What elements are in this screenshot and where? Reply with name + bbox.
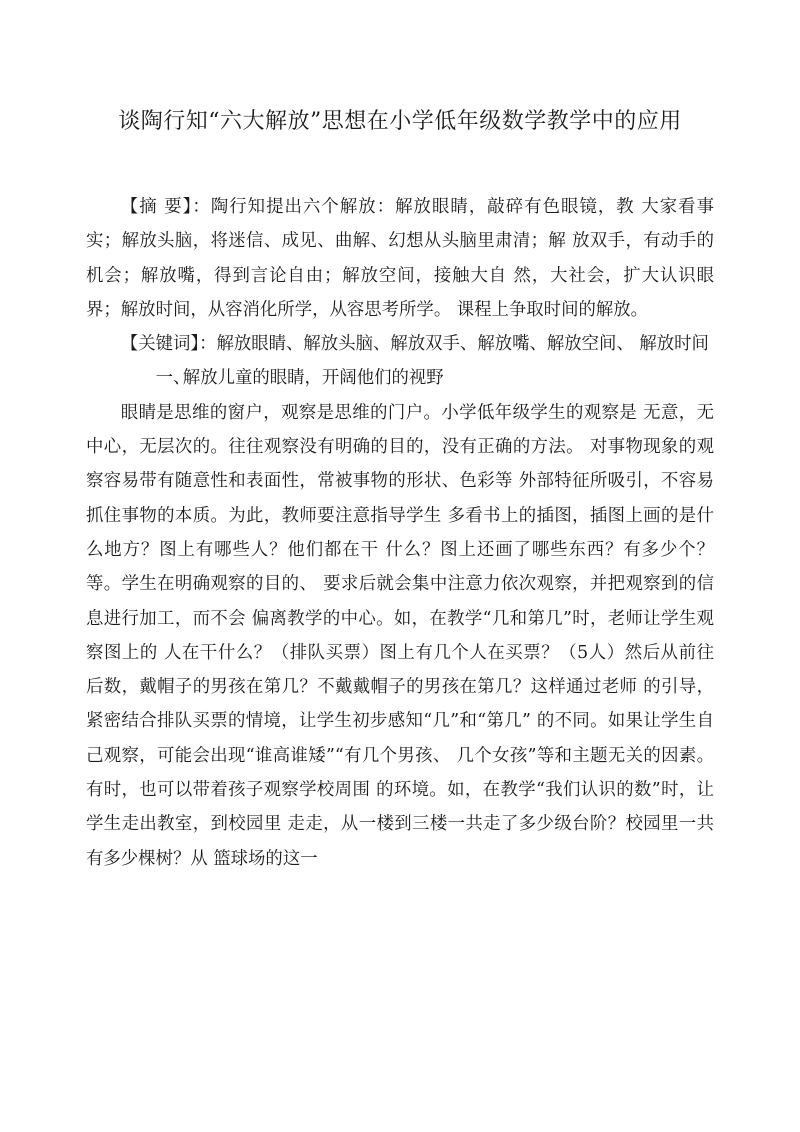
keywords-paragraph: [86, 327, 714, 361]
abstract-text: ：陶行知提出六个解放：解放眼睛，敲碎有色眼镜，教 大家看事实；解放头脑，将迷信、成见、曲解、幻想从头脑里肃清；解 放双手，有动手的机会；解放嘴，得到言论自由；解放空间，接触大自 然，大社会，扩大认识眼界；解放时间，从容消化所学，从容思考所学。 课程上争取时间的解放。: [86, 197, 714, 320]
keywords-label: 【关键词】: [120, 334, 200, 355]
abstract-label: 【摘 要】: [120, 197, 193, 217]
body-paragraph: 眼睛是思维的窗户，观察是思维的门户。小学低年级学生的观察是 无意，无中心，无层次的。往往观察没有明确的目的，没有正确的方法。 对事物现象的观察容易带有随意性和表面性，常被事物的形状、色彩等 外部特征所吸引，不容易抓住事物的本质。为此，教师要注意指导学生 多看书上的插图，插图上画的是什么地方？图上有哪些人？他们都在干 什么？图上还画了哪些东西？有多少个？等。学生在明确观察的目的、 要求后就会集中注意力依次观察，并把观察到的信息进行加工，而不会 偏离教学的中心。如，在教学“几和第几”时，老师让学生观察图上的 人在干什么？（排队买票）图上有几个人在买票？（5人）然后从前往 后数，戴帽子的男孩在第几？不戴戴帽子的男孩在第几？这样通过老师 的引导，紧密结合排队买票的情境，让学生初步感知“几”和“第几” 的不同。如果让学生自己观察，可能会出现“谁高谁矮”“有几个男孩、 几个女孩”等和主题无关的因素。有时，也可以带着孩子观察学校周围 的环境。如，在教学“我们认识的数”时，让学生走出教室，到校园里 走走，从一楼到三楼一共走了多少级台阶？校园里一共有多少棵树？从 篮球场的这一: [86, 402, 714, 869]
section-heading: [86, 361, 714, 395]
document-title: 谈陶行知“六大解放”思想在小学低年级数学教学中的应用: [118, 109, 682, 134]
document-body: [86, 190, 714, 876]
abstract-paragraph: [86, 190, 714, 327]
section-number: 一、: [155, 368, 191, 389]
section-heading-text: 解放儿童的眼睛，开阔他们的视野: [182, 368, 444, 389]
keywords-text: ：解放眼睛、解放头脑、解放双手、解放嘴、解放空间、 解放时间: [199, 334, 709, 355]
